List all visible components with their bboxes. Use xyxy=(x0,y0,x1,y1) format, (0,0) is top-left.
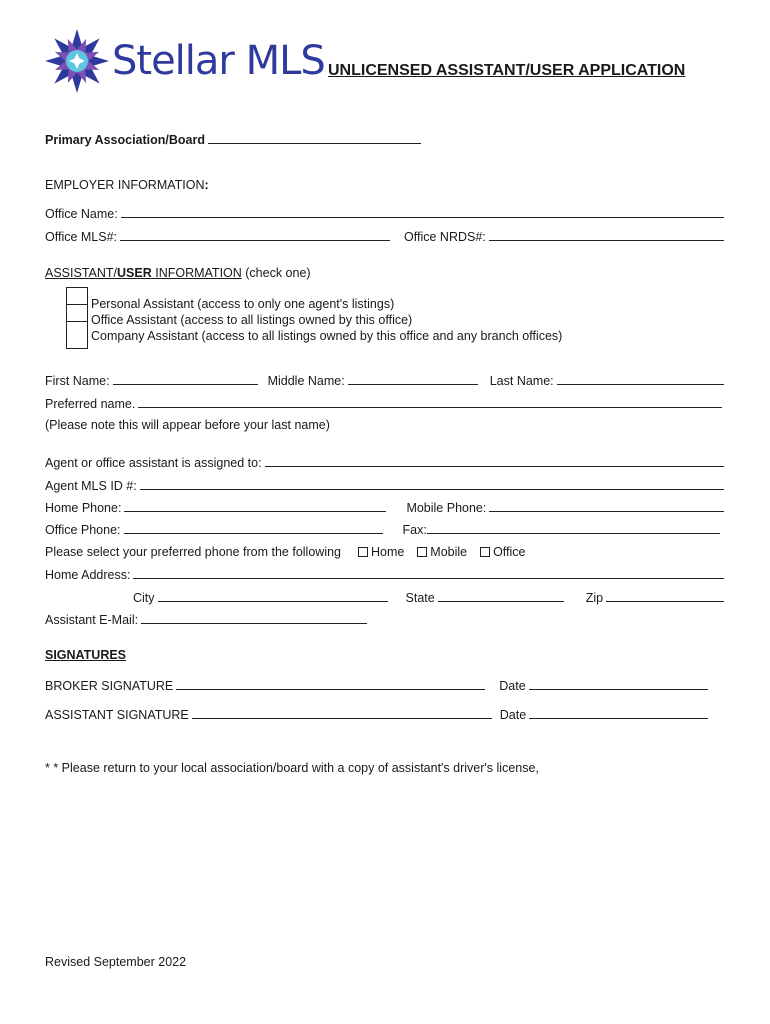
broker-signature-label: BROKER SIGNATURE xyxy=(45,679,174,693)
office-mls-field[interactable] xyxy=(120,229,390,241)
first-name-label: First Name: xyxy=(45,374,110,388)
zip-field[interactable] xyxy=(606,590,724,602)
stellar-mls-logo xyxy=(44,28,325,94)
broker-date-field[interactable] xyxy=(529,678,708,690)
last-name-field[interactable] xyxy=(557,373,724,385)
city-field[interactable] xyxy=(158,590,388,602)
employer-heading: EMPLOYER INFORMATION: xyxy=(45,178,209,192)
revised-date: Revised September 2022 xyxy=(45,955,187,969)
mobile-phone-label: Mobile Phone: xyxy=(406,501,487,515)
preferred-phone-label: Please select your preferred phone from the following xyxy=(45,545,341,559)
assistant-date-field[interactable] xyxy=(529,707,708,719)
home-address-field[interactable] xyxy=(133,567,724,579)
broker-signature-field[interactable] xyxy=(176,678,485,690)
agent-mls-id-field[interactable] xyxy=(140,478,724,490)
middle-name-label: Middle Name: xyxy=(267,374,345,388)
assistant-signature-field[interactable] xyxy=(192,707,492,719)
pref-home-checkbox[interactable] xyxy=(358,547,368,557)
home-address-label: Home Address: xyxy=(45,568,131,582)
office-nrds-label: Office NRDS#: xyxy=(404,230,486,244)
broker-date-label: Date xyxy=(499,679,526,693)
office-name-label: Office Name: xyxy=(45,207,118,221)
state-field[interactable] xyxy=(438,590,564,602)
assistant-heading: ASSISTANT/USER INFORMATION (check one) xyxy=(45,266,311,280)
home-phone-label: Home Phone: xyxy=(45,501,122,515)
personal-assistant-checkbox[interactable] xyxy=(66,287,88,304)
assigned-to-label: Agent or office assistant is assigned to: xyxy=(45,456,262,470)
pref-mobile-checkbox[interactable] xyxy=(417,547,427,557)
form-title: UNLICENSED ASSISTANT/USER APPLICATION xyxy=(328,62,686,79)
email-field[interactable] xyxy=(141,612,367,624)
signatures-heading: SIGNATURES xyxy=(45,648,127,662)
pref-mobile-label: Mobile xyxy=(430,545,468,559)
pref-home-label: Home xyxy=(370,545,405,559)
state-label: State xyxy=(405,591,435,605)
fax-label: Fax: xyxy=(402,523,427,537)
zip-label: Zip xyxy=(585,591,604,605)
pref-office-label: Office xyxy=(493,545,526,559)
primary-board-field[interactable] xyxy=(208,132,421,144)
middle-name-field[interactable] xyxy=(348,373,478,385)
office-assistant-checkbox[interactable] xyxy=(66,304,88,321)
preferred-name-note: (Please note this will appear before your last name) xyxy=(45,418,330,432)
assistant-date-label: Date xyxy=(499,708,527,722)
home-phone-field[interactable] xyxy=(124,500,386,512)
option-personal: Personal Assistant (access to only one agent's listings) xyxy=(91,297,395,311)
mobile-phone-field[interactable] xyxy=(489,500,724,512)
email-label: Assistant E-Mail: xyxy=(45,613,139,627)
office-phone-label: Office Phone: xyxy=(45,523,121,537)
preferred-name-field[interactable] xyxy=(138,396,722,408)
option-company: Company Assistant (access to all listings owned by this office and any branch offices) xyxy=(91,329,563,343)
pref-office-checkbox[interactable] xyxy=(480,547,490,557)
preferred-name-label: Preferred name. xyxy=(45,397,136,411)
star-burst-icon xyxy=(44,28,110,94)
agent-mls-id-label: Agent MLS ID #: xyxy=(45,479,137,493)
first-name-field[interactable] xyxy=(113,373,258,385)
fax-field[interactable] xyxy=(427,522,720,534)
last-name-label: Last Name: xyxy=(489,374,554,388)
office-name-field[interactable] xyxy=(121,206,724,218)
brand-wordmark: Stellar MLS xyxy=(112,38,325,84)
city-label: City xyxy=(133,591,155,605)
office-nrds-field[interactable] xyxy=(489,229,724,241)
option-office: Office Assistant (access to all listings owned by this office) xyxy=(91,313,413,327)
primary-board-label: Primary Association/Board xyxy=(45,133,206,147)
office-mls-label: Office MLS#: xyxy=(45,230,118,244)
company-assistant-checkbox[interactable] xyxy=(66,321,88,349)
assigned-to-field[interactable] xyxy=(265,455,724,467)
assistant-signature-label: ASSISTANT SIGNATURE xyxy=(45,708,189,722)
footer-note: * * Please return to your local association/board with a copy of assistant's driver's license, xyxy=(45,761,539,775)
office-phone-field[interactable] xyxy=(124,522,383,534)
